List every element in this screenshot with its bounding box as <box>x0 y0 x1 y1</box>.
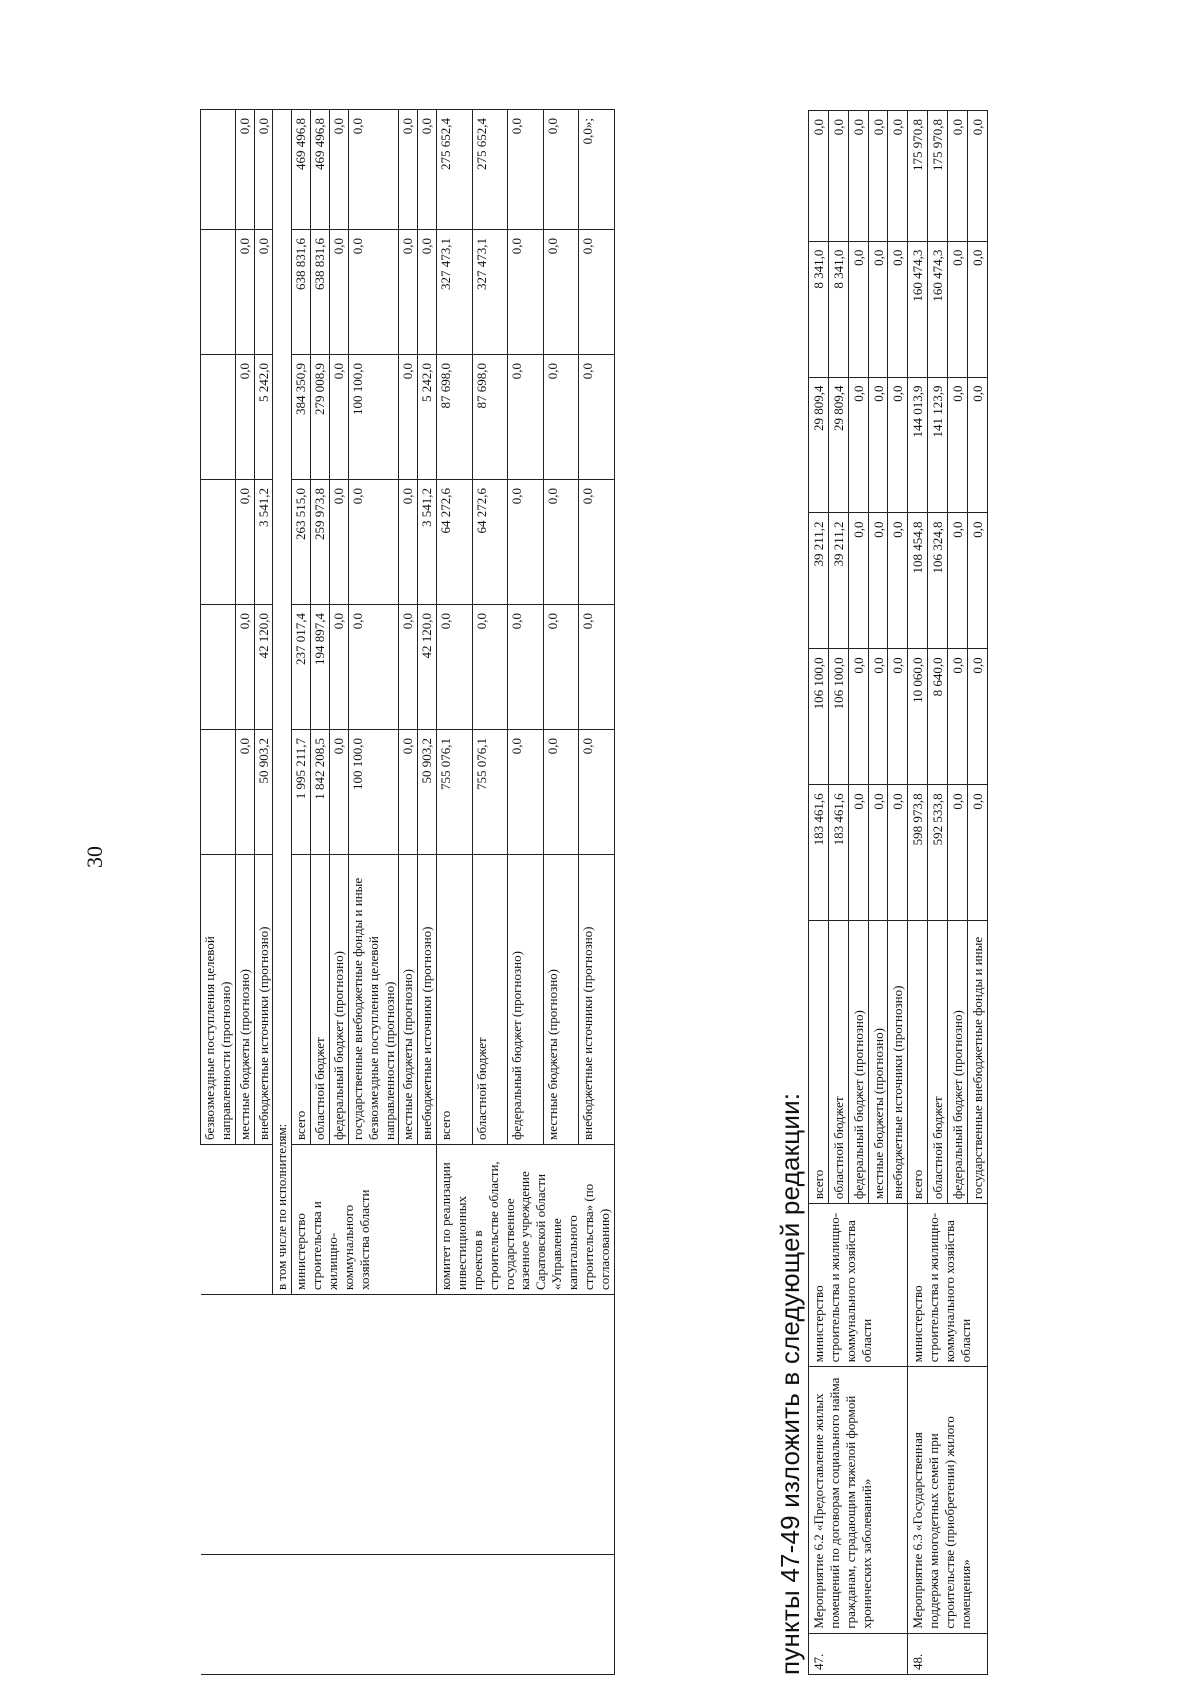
value-cell: 0,0 <box>254 110 273 230</box>
item-title: Мероприятие 6.3 «Государственная поддержка многодетных семей при строительстве (приобретении) жилого помещения» <box>908 1367 987 1633</box>
value-cell: 0,0 <box>579 730 615 855</box>
value-cell: 275 652,4 <box>472 110 507 230</box>
value-cell: 0,0 <box>579 230 615 355</box>
value-cell: 638 831,6 <box>292 230 311 355</box>
value-cell: 39 211,2 <box>809 513 829 649</box>
row-label: безвозмездные поступления целевой направленности (прогнозно) <box>201 855 236 1145</box>
value-cell: 106 324,8 <box>928 513 948 649</box>
value-cell: 469 496,8 <box>292 110 311 230</box>
value-cell: 10 060,0 <box>908 649 928 785</box>
value-cell: 0,0 <box>330 605 349 730</box>
value-cell: 1 995 211,7 <box>292 730 311 855</box>
value-cell: 0,0 <box>543 355 578 480</box>
table-row <box>579 110 615 1675</box>
value-cell: 0,0 <box>948 785 968 921</box>
rotated-document <box>200 60 1020 1675</box>
budget-table-amended <box>808 110 988 1675</box>
value-cell: 0,0 <box>967 649 987 785</box>
value-cell: 0,0 <box>399 355 418 480</box>
value-cell: 183 461,6 <box>828 785 848 921</box>
value-cell: 87 698,0 <box>472 355 507 480</box>
value-cell: 106 100,0 <box>809 649 829 785</box>
value-cell: 0,0 <box>399 110 418 230</box>
value-cell: 0,0 <box>888 785 908 921</box>
row-label: всего <box>437 855 472 1145</box>
item-number: 48. <box>908 1633 987 1674</box>
value-cell: 0,0 <box>948 377 968 513</box>
value-cell: 0,0 <box>888 513 908 649</box>
value-cell: 592 533,8 <box>928 785 948 921</box>
executor-cell: министерство строительства и жилищно-коммунального хозяйства области <box>908 1204 987 1367</box>
value-cell: 279 008,9 <box>311 355 330 480</box>
value-cell: 0,0 <box>967 241 987 377</box>
value-cell: 0,0 <box>348 230 399 355</box>
amendment-caption: пункты 47-49 изложить в следующей редакции: <box>775 1092 805 1675</box>
item-title: Мероприятие 6.2 «Предоставление жилых помещений по договорам социального найма гражданам, страдающим тяжелой формой хронических заболеваний» <box>809 1367 908 1633</box>
value-cell: 0,0 <box>508 730 543 855</box>
executor-cell: министерство строительства и жилищно-коммунального хозяйства области <box>292 1145 437 1295</box>
value-cell: 108 454,8 <box>908 513 928 649</box>
value-cell: 384 350,9 <box>292 355 311 480</box>
value-cell: 160 474,3 <box>928 241 948 377</box>
value-cell: 0,0 <box>809 111 829 242</box>
value-cell: 5 242,0 <box>254 355 273 480</box>
value-cell: 263 515,0 <box>292 480 311 605</box>
value-cell: 0,0 <box>399 605 418 730</box>
value-cell: 42 120,0 <box>254 605 273 730</box>
value-cell: 0,0 <box>868 241 888 377</box>
value-cell: 0,0 <box>399 230 418 355</box>
value-cell: 0,0 <box>888 241 908 377</box>
row-label: всего <box>809 921 829 1204</box>
value-cell: 0,0 <box>888 649 908 785</box>
value-cell: 0,0 <box>330 230 349 355</box>
table-row <box>330 110 349 1675</box>
row-label: внебюджетные источники (прогнозно) <box>254 855 273 1145</box>
row-label: всего <box>908 921 928 1204</box>
table-row <box>311 110 330 1675</box>
value-cell: 0,0 <box>967 377 987 513</box>
value-cell: 0,0 <box>348 110 399 230</box>
row-label: внебюджетные источники (прогнозно) <box>579 855 615 1145</box>
value-cell: 100 100,0 <box>348 730 399 855</box>
table-row <box>201 110 236 1675</box>
item-number: 47. <box>809 1633 908 1674</box>
value-cell: 0,0 <box>330 730 349 855</box>
value-cell: 0,0 <box>399 480 418 605</box>
value-cell: 87 698,0 <box>437 355 472 480</box>
executor-cell: министерство строительства и жилищно-коммунального хозяйства области <box>809 1204 908 1367</box>
value-cell: 327 473,1 <box>437 230 472 355</box>
row-label: государственные внебюджетные фонды и иные <box>967 921 987 1204</box>
value-cell: 0,0 <box>579 605 615 730</box>
value-cell: 0,0 <box>948 111 968 242</box>
value-cell: 29 809,4 <box>809 377 829 513</box>
value-cell: 0,0 <box>848 111 868 242</box>
value-cell: 0,0 <box>848 377 868 513</box>
value-cell: 469 496,8 <box>311 110 330 230</box>
value-cell: 0,0 <box>868 111 888 242</box>
value-cell: 42 120,0 <box>418 605 437 730</box>
row-label: местные бюджеты (прогнозно) <box>543 855 578 1145</box>
value-cell: 0,0 <box>848 649 868 785</box>
value-cell: 0,0 <box>254 230 273 355</box>
value-cell: 0,0 <box>508 480 543 605</box>
row-label: всего <box>292 855 311 1145</box>
value-cell: 0,0 <box>868 649 888 785</box>
executors-heading: в том числе по исполнителям: <box>273 110 292 1295</box>
value-cell: 106 100,0 <box>828 649 848 785</box>
value-cell: 160 474,3 <box>908 241 928 377</box>
value-cell: 638 831,6 <box>311 230 330 355</box>
value-cell: 0,0 <box>868 513 888 649</box>
value-cell: 0,0 <box>848 785 868 921</box>
value-cell: 0,0 <box>967 785 987 921</box>
value-cell: 8 341,0 <box>828 241 848 377</box>
value-cell: 0,0 <box>235 355 254 480</box>
value-cell: 0,0 <box>543 230 578 355</box>
value-cell: 0,0 <box>543 110 578 230</box>
value-cell: 0,0 <box>967 513 987 649</box>
value-cell: 8 341,0 <box>809 241 829 377</box>
value-cell: 0,0 <box>868 377 888 513</box>
value-cell: 0,0 <box>348 605 399 730</box>
table-row <box>348 110 399 1675</box>
value-cell: 0,0 <box>330 480 349 605</box>
value-cell: 29 809,4 <box>828 377 848 513</box>
value-cell: 237 017,4 <box>292 605 311 730</box>
value-cell: 0,0 <box>543 480 578 605</box>
value-cell: 755 076,1 <box>472 730 507 855</box>
value-cell: 0,0 <box>508 230 543 355</box>
value-cell: 755 076,1 <box>437 730 472 855</box>
row-label: внебюджетные источники (прогнозно) <box>888 921 908 1204</box>
table-row <box>254 110 273 1675</box>
table-row <box>292 110 311 1675</box>
value-cell: 183 461,6 <box>809 785 829 921</box>
value-cell: 0,0 <box>418 230 437 355</box>
value-cell: 0,0 <box>948 241 968 377</box>
row-label: местные бюджеты (прогнозно) <box>235 855 254 1145</box>
value-cell: 0,0 <box>235 605 254 730</box>
value-cell: 0,0 <box>235 730 254 855</box>
value-cell: 0,0 <box>888 111 908 242</box>
value-cell: 0,0 <box>948 649 968 785</box>
value-cell: 0,0 <box>399 730 418 855</box>
row-label: областной бюджет <box>472 855 507 1145</box>
page-number: 30 <box>82 846 107 868</box>
value-cell: 144 013,9 <box>908 377 928 513</box>
value-cell: 50 903,2 <box>418 730 437 855</box>
row-label: областной бюджет <box>311 855 330 1145</box>
value-cell: 598 973,8 <box>908 785 928 921</box>
table-row <box>273 110 292 1675</box>
table-row <box>235 110 254 1675</box>
value-cell: 0,0 <box>348 480 399 605</box>
value-cell: 0,0 <box>235 110 254 230</box>
table-row <box>472 110 507 1675</box>
value-cell: 327 473,1 <box>472 230 507 355</box>
value-cell: 0,0 <box>888 377 908 513</box>
value-cell: 0,0 <box>848 513 868 649</box>
row-label: федеральный бюджет (прогнозно) <box>330 855 349 1145</box>
table-row <box>437 110 472 1675</box>
value-cell: 0,0 <box>235 480 254 605</box>
value-cell: 0,0 <box>330 110 349 230</box>
row-label: областной бюджет <box>828 921 848 1204</box>
value-cell: 175 970,8 <box>908 111 928 242</box>
value-cell: 0,0 <box>579 355 615 480</box>
value-cell: 0,0 <box>579 480 615 605</box>
value-cell: 3 541,2 <box>418 480 437 605</box>
table-row <box>418 110 437 1675</box>
table-row <box>809 111 829 1675</box>
value-cell: 50 903,2 <box>254 730 273 855</box>
value-cell: 259 973,8 <box>311 480 330 605</box>
value-cell: 0,0 <box>868 785 888 921</box>
row-label: местные бюджеты (прогнозно) <box>868 921 888 1204</box>
value-cell: 0,0 <box>472 605 507 730</box>
row-label: государственные внебюджетные фонды и иные безвозмездные поступления целевой направленности (прогнозно) <box>348 855 399 1145</box>
value-cell: 100 100,0 <box>348 355 399 480</box>
value-cell: 0,0 <box>508 355 543 480</box>
row-label: федеральный бюджет (прогнозно) <box>948 921 968 1204</box>
row-label: областной бюджет <box>928 921 948 1204</box>
value-cell: 0,0 <box>235 230 254 355</box>
executor-cell: комитет по реализации инвестиционных проектов в строительстве области, государственное казенное учреждение Саратовской области «Управление капитального строительства» (по согласованию) <box>437 1145 614 1295</box>
value-cell: 0,0 <box>948 513 968 649</box>
value-cell: 0,0 <box>967 111 987 242</box>
value-cell: 0,0»; <box>579 110 615 230</box>
table-row <box>399 110 418 1675</box>
value-cell: 8 640,0 <box>928 649 948 785</box>
budget-table-continued <box>200 109 615 1675</box>
row-label: внебюджетные источники (прогнозно) <box>418 855 437 1145</box>
value-cell: 0,0 <box>543 730 578 855</box>
value-cell: 0,0 <box>418 110 437 230</box>
table-row <box>908 111 928 1675</box>
value-cell: 0,0 <box>543 605 578 730</box>
value-cell: 3 541,2 <box>254 480 273 605</box>
value-cell: 0,0 <box>437 605 472 730</box>
value-cell: 141 123,9 <box>928 377 948 513</box>
value-cell: 64 272,6 <box>437 480 472 605</box>
value-cell: 39 211,2 <box>828 513 848 649</box>
table-row <box>543 110 578 1675</box>
value-cell: 0,0 <box>828 111 848 242</box>
table-row <box>508 110 543 1675</box>
value-cell: 275 652,4 <box>437 110 472 230</box>
value-cell: 194 897,4 <box>311 605 330 730</box>
value-cell: 0,0 <box>508 110 543 230</box>
value-cell: 64 272,6 <box>472 480 507 605</box>
row-label: федеральный бюджет (прогнозно) <box>848 921 868 1204</box>
row-label: местные бюджеты (прогнозно) <box>399 855 418 1145</box>
value-cell: 5 242,0 <box>418 355 437 480</box>
value-cell: 1 842 208,5 <box>311 730 330 855</box>
row-label: федеральный бюджет (прогнозно) <box>508 855 543 1145</box>
value-cell: 0,0 <box>508 605 543 730</box>
value-cell: 175 970,8 <box>928 111 948 242</box>
value-cell: 0,0 <box>330 355 349 480</box>
value-cell: 0,0 <box>848 241 868 377</box>
